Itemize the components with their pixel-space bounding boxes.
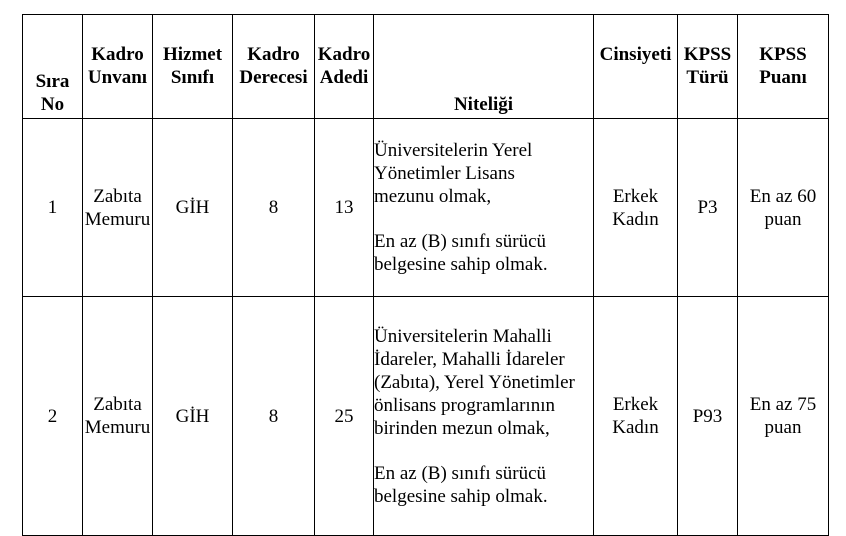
header-kadro-adedi: Kadro Adedi [315, 15, 374, 119]
header-kadro-unvani: Kadro Unvanı [83, 15, 153, 119]
cell-nitelik: Üniversitelerin Yerel Yönetimler Lisans mezunu olmak, En az (B) sınıfı sürücü belgesine sahip olmak. [374, 119, 594, 297]
cell-kpss-puani: En az 75 puan [738, 297, 829, 536]
cell-sira: 2 [23, 297, 83, 536]
header-cinsiyeti: Cinsiyeti [594, 15, 678, 119]
cell-kpss-turu: P93 [678, 297, 738, 536]
cell-cinsiyet: Erkek Kadın [594, 119, 678, 297]
header-hizmet-sinifi: Hizmet Sınıfı [153, 15, 233, 119]
cell-kpss-turu: P3 [678, 119, 738, 297]
cell-sira: 1 [23, 119, 83, 297]
header-kpss-puani: KPSS Puanı [738, 15, 829, 119]
header-kadro-derecesi: Kadro Derecesi [233, 15, 315, 119]
cell-derece: 8 [233, 297, 315, 536]
cell-kpss-puani: En az 60 puan [738, 119, 829, 297]
cell-hizmet-sinifi: GİH [153, 119, 233, 297]
cell-nitelik: Üniversitelerin Mahalli İdareler, Mahalli İdareler (Zabıta), Yerel Yönetimler önlisans programlarının birinden mezun olmak, En az (B) sınıfı sürücü belgesine sahip olmak. [374, 297, 594, 536]
cell-unvan: Zabıta Memuru [83, 297, 153, 536]
header-kpss-turu: KPSS Türü [678, 15, 738, 119]
table-row [23, 119, 829, 297]
header-sira-no: Sıra No [23, 15, 83, 119]
cell-cinsiyet: Erkek Kadın [594, 297, 678, 536]
cell-unvan: Zabıta Memuru [83, 119, 153, 297]
table-row [23, 297, 829, 536]
cell-adet: 25 [315, 297, 374, 536]
cell-derece: 8 [233, 119, 315, 297]
cell-adet: 13 [315, 119, 374, 297]
cell-hizmet-sinifi: GİH [153, 297, 233, 536]
kadro-table [22, 14, 829, 536]
header-niteligi: Niteliği [374, 15, 594, 119]
header-row [23, 15, 829, 119]
